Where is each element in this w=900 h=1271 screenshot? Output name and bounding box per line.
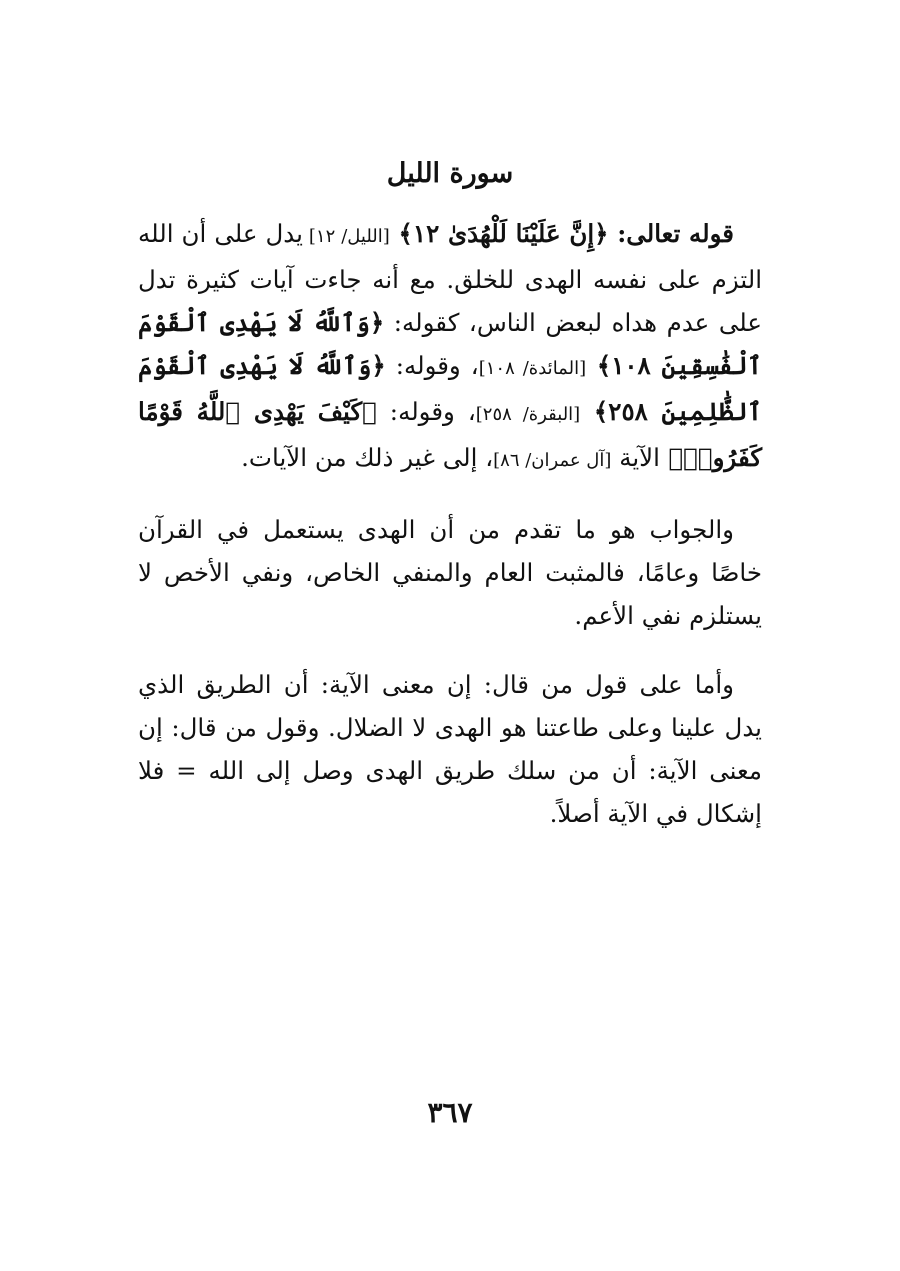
verse-reference: [الليل/ ١٢] (302, 226, 390, 247)
page-title: سورة الليل (386, 158, 514, 189)
paragraph-question (138, 212, 762, 482)
body-text-run: والجواب هو ما تقدم من أن الهدى يستعمل في القرآن خاصًا وعامًا، فالمثبت العام والمنفي الخاص، ونفي الأخص لا يستلزم نفي الأعم. (138, 515, 762, 630)
body-text-run: ، وقوله: (385, 351, 479, 380)
verse-reference: [البقرة/ ٢٥٨] (475, 404, 581, 425)
body-text-run: الآية (611, 443, 660, 472)
verse-quote: ﴿إِنَّ عَلَيْنَا لَلْهُدَىٰ ١٢﴾ (389, 219, 609, 248)
verse-quote: ﴿وَٱللَّهُ لَا يَهْدِى ٱلْقَوْمَ ٱلْفَٰسِقِينَ ١٠٨﴾ (138, 308, 762, 380)
verse-reference: [آل عمران/ ٨٦] (493, 450, 612, 471)
verse-reference: [المائدة/ ١٠٨] (478, 358, 587, 379)
page-number: ٣٦٧ (427, 1096, 473, 1129)
lead-phrase: قوله تعالى: (608, 219, 735, 248)
body-text (138, 212, 762, 861)
verse-quote: ﴿كَيْفَ يَهْدِى ٱللَّهُ قَوْمًا كَفَرُوا۟﴾ (138, 397, 762, 472)
body-text-run: وأما على قول من قال: إن معنى الآية: أن الطريق الذي يدل علينا وعلى طاعتنا هو الهدى لا الضلال. وقول من قال: إن معنى الآية: أن من سلك طريق الهدى وصل إلى الله = فلا إشكال في الآية أصلاً. (138, 670, 762, 828)
verse-quote: ﴿وَٱللَّهُ لَا يَهْدِى ٱلْقَوْمَ ٱلظَّٰلِمِينَ ٢٥٨﴾ (138, 351, 762, 426)
paragraph-alternative (138, 663, 762, 835)
paragraph-answer (138, 508, 762, 637)
body-text-run: يدل على أن الله التزم على نفسه الهدى للخلق. مع أنه جاءت آيات كثيرة تدل على عدم هداه لبعض الناس، كقوله: (138, 219, 763, 337)
body-text-run: ، إلى غير ذلك من الآيات. (241, 443, 494, 472)
body-text-run: ، وقوله: (376, 397, 476, 426)
